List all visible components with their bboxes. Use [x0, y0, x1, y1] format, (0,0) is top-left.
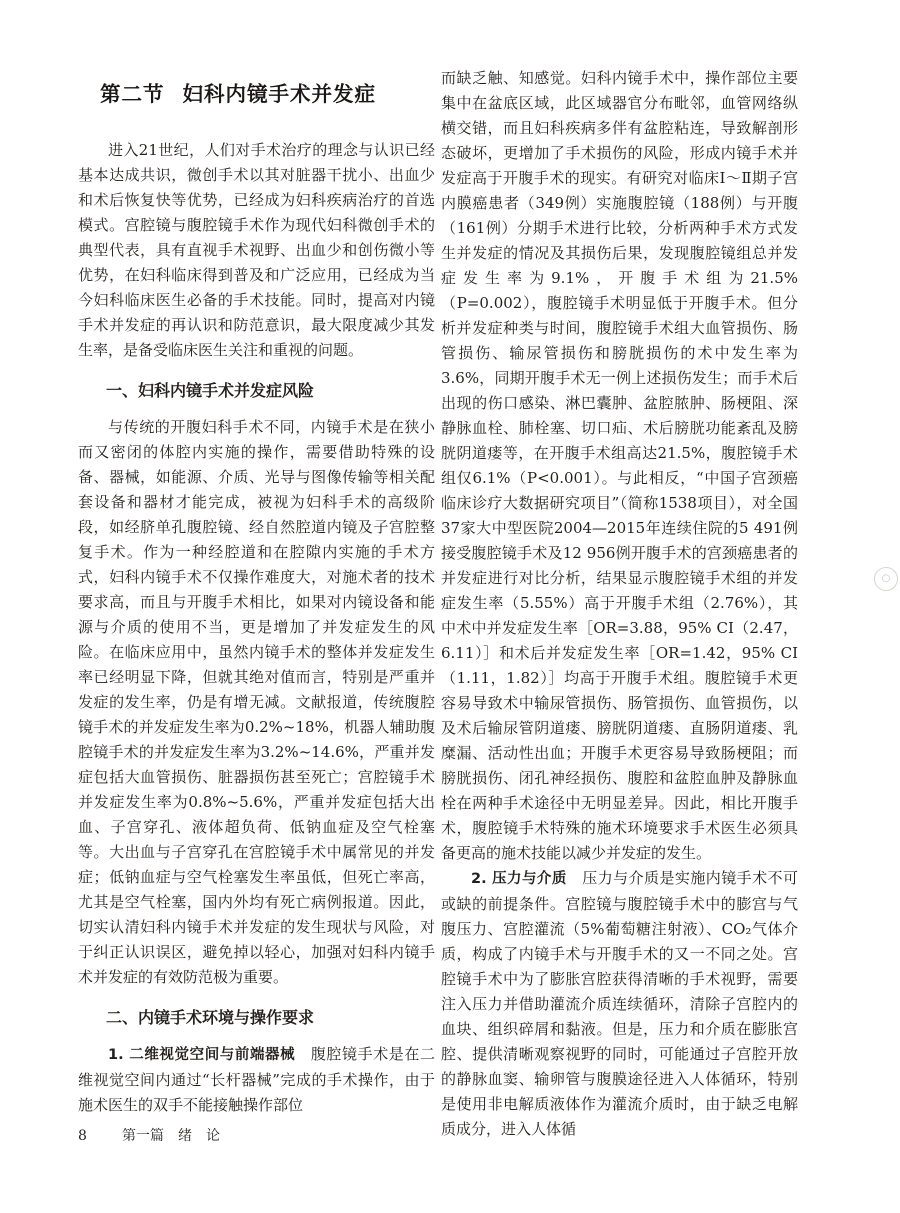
footer-chapter: 绪 论 [178, 1128, 220, 1144]
heading-complication-risk: 一、妇科内镜手术并发症风险 [106, 381, 315, 400]
section-title [78, 66, 435, 138]
visual-space-lead: 1. 二维视觉空间与前端器械 [108, 1047, 296, 1063]
pressure-medium-text: 压力与介质是实施内镜手术不可或缺的前提条件。宫腔镜与腹腔镜手术中的膨宫与气腹压力、宫腔灌流（5%葡萄糖注射液）、CO₂气体介质，构成了内镜手术与开腹手术的又一不同之处。宫腔镜手术中为了膨胀宫腔获得清晰的手术视野，需要注入压力并借助灌流介质连续循环，清除子宫腔内的血块、组织碎屑和黏液。但是，压力和介质在膨胀宫腔、提供清晰观察视野的同时，可能通过子宫腔开放的静脉血窦、输卵管与腹膜途径进入人体循环，特别是使用非电解质液体作为灌流介质时，由于缺乏电解质成分，进入人体循 [441, 869, 798, 1138]
pressure-medium-paragraph [441, 866, 798, 1142]
visual-space-text: 腹腔镜手术是在二维视觉空间内通过“长杆器械”完成的手术操作，由于施术医生的双手不能接触操作部位 [78, 1045, 435, 1114]
page-footer [78, 1126, 220, 1146]
risk-paragraph: 与传统的开腹妇科手术不同，内镜手术是在狭小而又密闭的体腔内实施的操作，需要借助特殊的设备、器械，如能源、介质、光导与图像传输等相关配套设备和器材才能完成，被视为妇科手术的高级阶段，如经脐单孔腹腔镜、经自然腔道内镜及子宫腔整复手术。作为一种经腔道和在腔隙内实施的手术方式，妇科内镜手术不仅操作难度大，对施术者的技术要求高，而且与开腹手术相比，如果对内镜设备和能源与介质的使用不当，更是增加了并发症发生的风险。在临床应用中，虽然内镜手术的整体并发症发生率已经明显下降，但就其绝对值而言，特别是严重并发症的发生率，仍是有增无减。文献报道，传统腹腔镜手术的并发症发生率为0.2%~18%，机器人辅助腹腔镜手术的并发症发生率为3.2%~14.6%，严重并发症包括大血管损伤、脏器损伤甚至死亡；宫腔镜手术并发症发生率为0.8%~5.6%，严重并发症包括大出血、子宫穿孔、液体超负荷、低钠血症及空气栓塞等。大出血与子宫穿孔在宫腔镜手术中属常见的并发症；低钠血症与空气栓塞发生率虽低，但死亡率高，尤其是空气栓塞，国内外均有死亡病例报道。因此，切实认清妇科内镜手术并发症的发生现状与风险，对于纠正认识误区，避免掉以轻心，加强对妇科内镜手术并发症的有效防范极为重要。 [78, 418, 435, 986]
side-watermark-icon: ○ [874, 567, 898, 591]
visual-space-paragraph [78, 1042, 435, 1118]
section-number: 第二节 [100, 82, 165, 106]
heading-surgical-environment: 二、内镜手术环境与操作要求 [106, 1008, 315, 1027]
section-title-text: 妇科内镜手术并发症 [182, 82, 376, 106]
page-number: 8 [78, 1128, 87, 1144]
complication-study-paragraph: 而缺乏触、知感觉。妇科内镜手术中，操作部位主要集中在盆底区域，此区域器官分布毗邻，血管网络纵横交错，而且妇科疾病多伴有盆腔粘连，导致解剖形态破坏，更增加了手术损伤的风险，形成内镜手术并发症高于开腹手术的现实。有研究对临床Ⅰ～Ⅱ期子宫内膜癌患者（349例）实施腹腔镜（188例）与开腹（161例）分期手术进行比较，分析两种手术方式发生并发症的情况及其损伤后果，发现腹腔镜组总并发症发生率为9.1%，开腹手术组为21.5%（P=0.002），腹腔镜手术明显低于开腹手术。但分析并发症种类与时间，腹腔镜手术组大血管损伤、肠管损伤、输尿管损伤和膀胱损伤的术中发生率为3.6%，同期开腹手术无一例上述损伤发生；而手术后出现的伤口感染、淋巴囊肿、盆腔脓肿、肠梗阻、深静脉血栓、肺栓塞、切口疝、术后膀胱功能紊乱及膀胱阴道瘘等，在开腹手术组高达21.5%，腹腔镜手术组仅6.1%（P<0.001）。与此相反，“中国子宫颈癌临床诊疗大数据研究项目”（简称1538项目），对全国37家大中型医院2004—2015年连续住院的5 491例接受腹腔镜手术及12 956例开腹手术的宫颈癌患者的并发症进行对比分析，结果显示腹腔镜手术组的并发症发生率（5.55%）高于开腹手术组（2.76%），其中术中并发症发生率［OR=3.88，95% CI（2.47，6.11）］和术后并发症发生率［OR=1.42，95% CI（1.11，1.82）］均高于开腹手术组。腹腔镜手术更容易导致术中输尿管损伤、肠管损伤、血管损伤，以及术后输尿管阴道瘘、膀胱阴道瘘、直肠阴道瘘、乳糜漏、活动性出血；开腹手术更容易导致肠梗阻；而膀胱损伤、闭孔神经损伤、腹腔和盆腔血肿及静脉血栓在两种手术途径中无明显差异。因此，相比开腹手术，腹腔镜手术特殊的施术环境要求手术医生必须具备更高的施术技能以减少并发症的发生。 [441, 69, 798, 862]
pressure-medium-lead: 2. 压力与介质 [471, 871, 567, 887]
intro-paragraph: 进入21世纪，人们对手术治疗的理念与认识已经基本达成共识，微创手术以其对脏器干扰小、出血少和术后恢复快等优势，已经成为妇科疾病治疗的首选模式。宫腔镜与腹腔镜手术作为现代妇科微创手术的典型代表，具有直视手术视野、出血少和创伤微小等优势，在妇科临床得到普及和广泛应用，已经成为当今妇科临床医生必备的手术技能。同时，提高对内镜手术并发症的再认识和防范意识，最大限度减少其发生率，是备受临床医生关注和重视的问题。 [78, 141, 435, 359]
left-column [78, 66, 435, 1118]
footer-part: 第一篇 [122, 1128, 164, 1144]
right-column [441, 66, 798, 1142]
